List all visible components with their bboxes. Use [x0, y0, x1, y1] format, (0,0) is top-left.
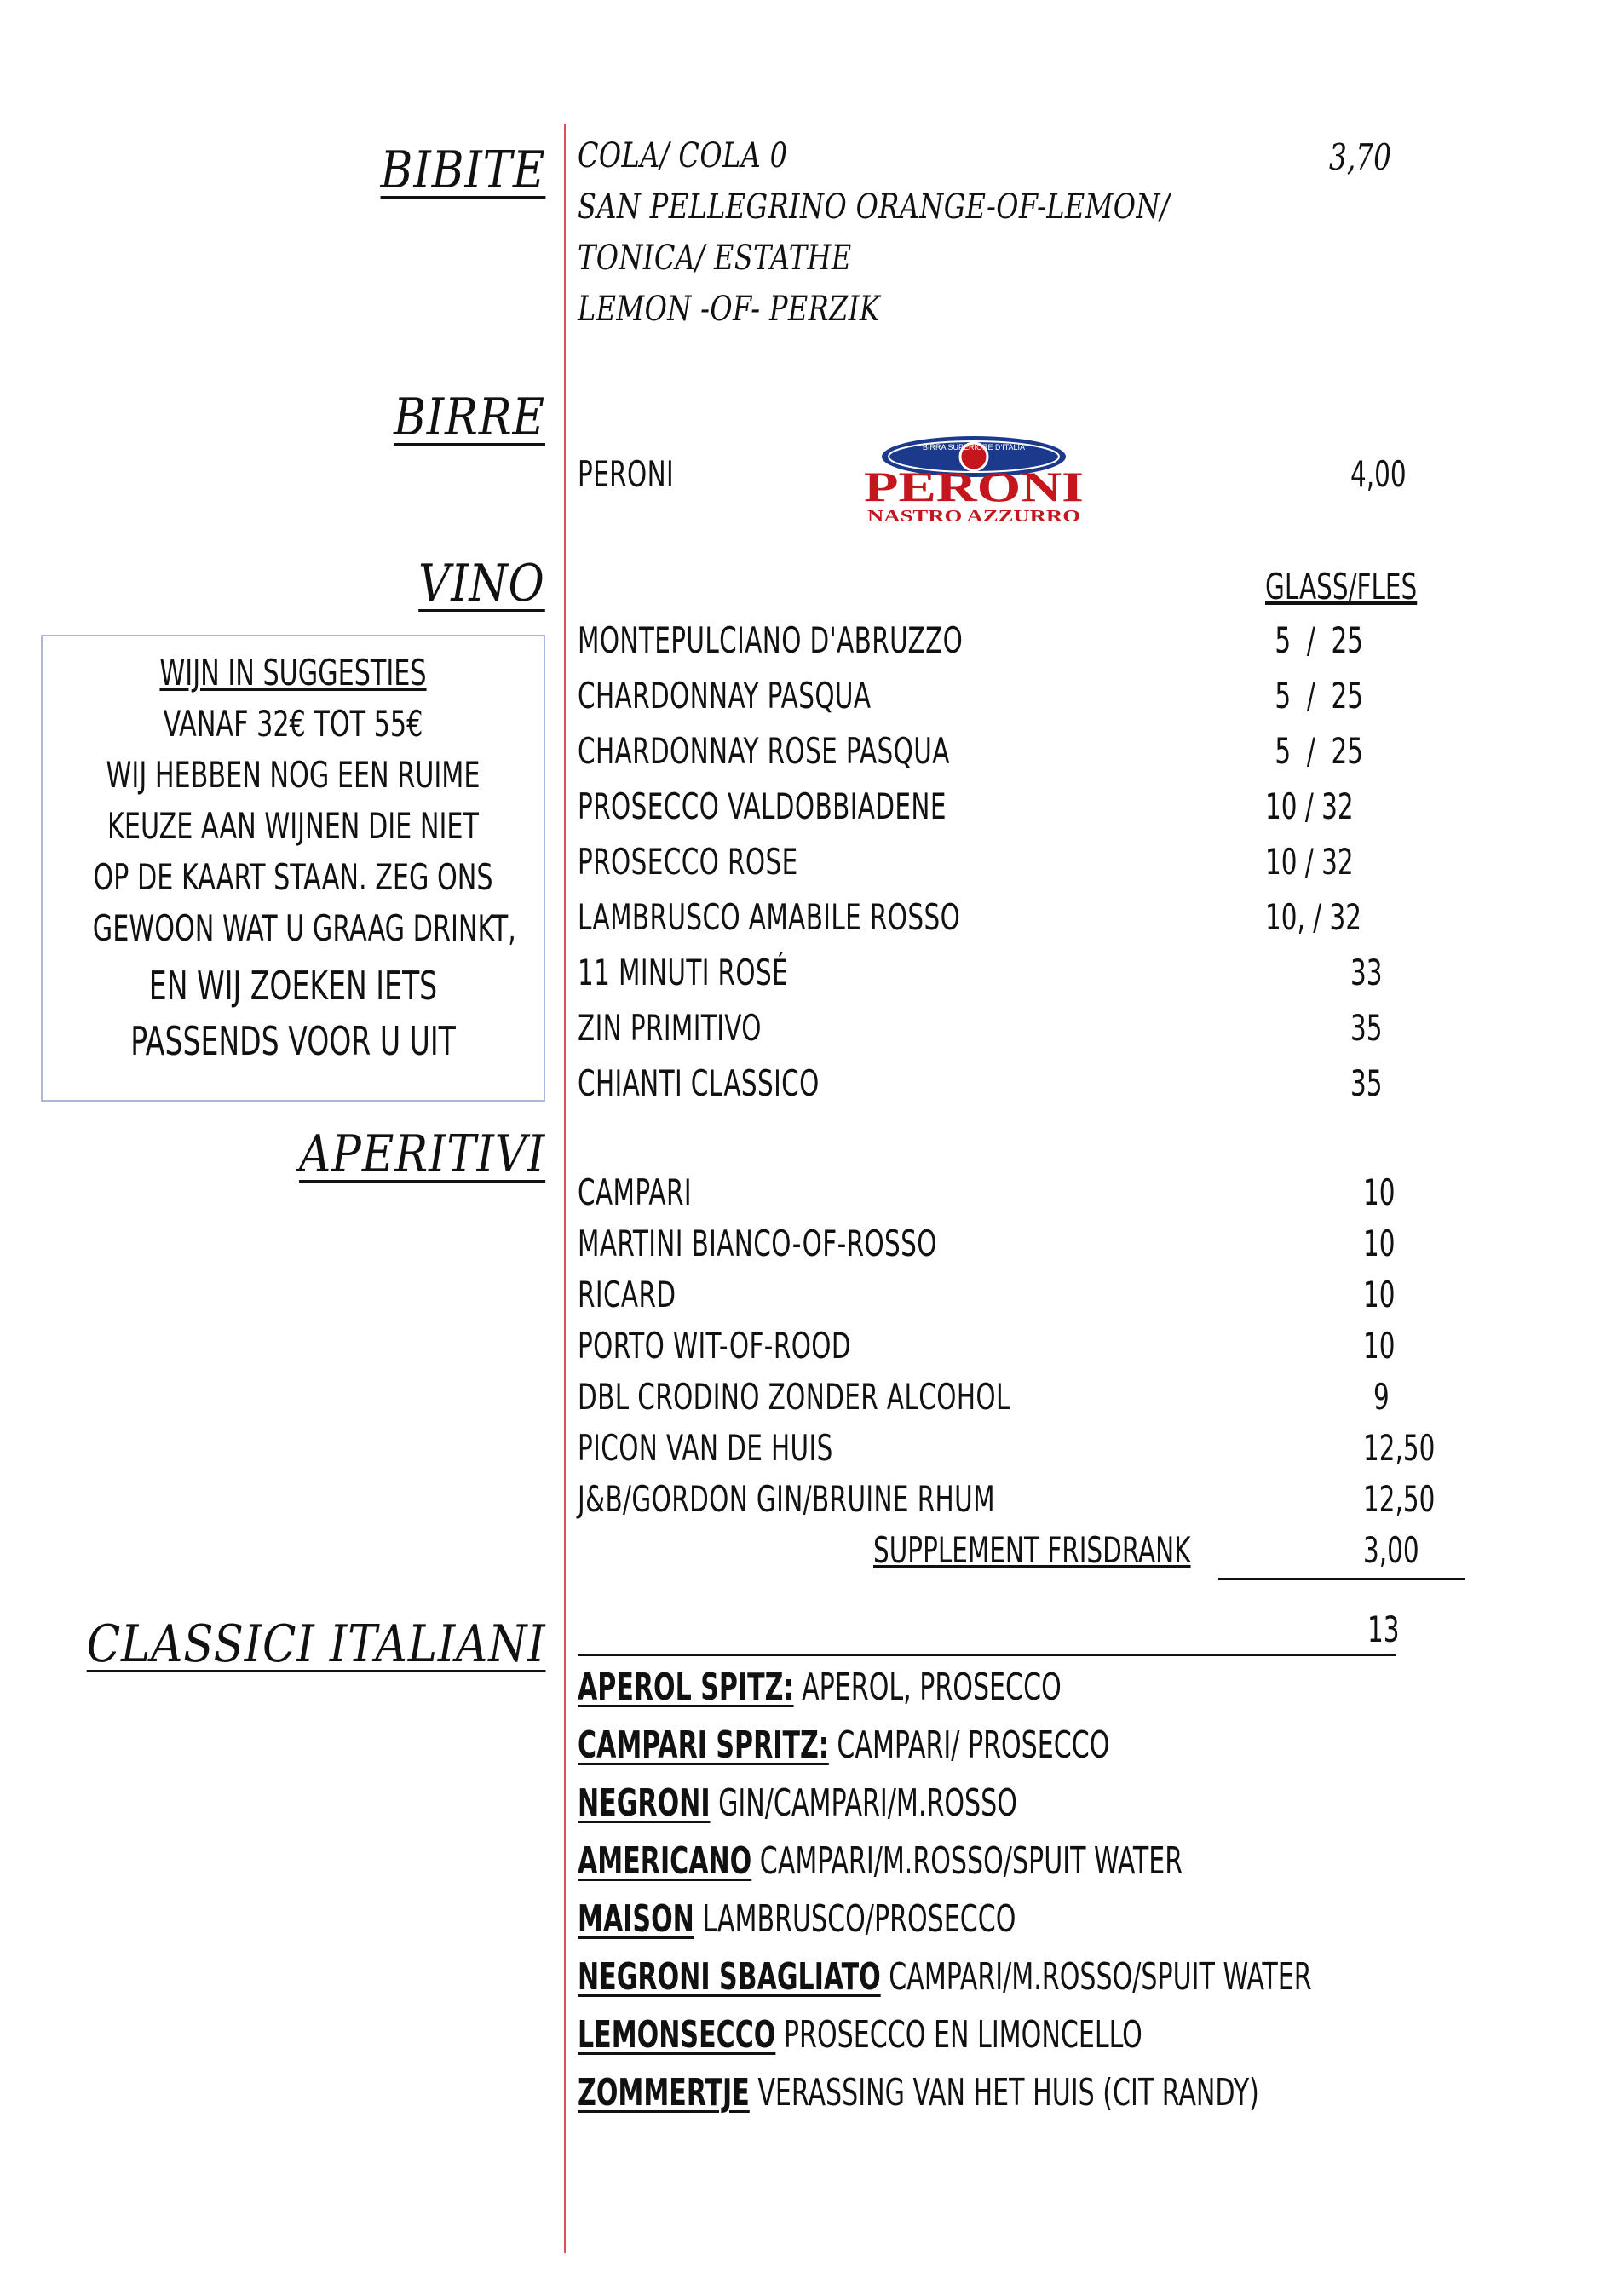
vino-price: 10 / 32	[1265, 841, 1354, 883]
wine-suggestion-box	[41, 635, 545, 1102]
cocktail-desc: CAMPARI/M.ROSSO/SPUIT WATER	[751, 1839, 1183, 1883]
birre-price: 4,00	[1350, 453, 1407, 495]
bibite-item: TONICA/ ESTATHE	[578, 239, 852, 278]
cocktail-item	[578, 1723, 1109, 1767]
cocktail-item	[578, 1666, 1062, 1709]
suggestion-line: EN WIJ ZOEKEN IETS	[148, 963, 438, 1009]
vino-price: 5 / 25	[1267, 675, 1363, 716]
aperitivi-price: 9	[1373, 1376, 1390, 1418]
cocktail-name: CAMPARI SPRITZ:	[578, 1723, 829, 1767]
vino-price: 5 / 25	[1267, 730, 1363, 772]
aperitivi-price: 12,50	[1363, 1427, 1436, 1469]
cocktail-name: APEROL SPITZ:	[578, 1666, 794, 1709]
bibite-price: 3,70	[1329, 136, 1391, 178]
suggestion-line: KEUZE AAN WIJNEN DIE NIET	[107, 805, 479, 847]
aperitivi-price: 10	[1363, 1274, 1396, 1315]
vino-price: 5 / 25	[1267, 619, 1363, 661]
cocktail-item	[578, 1781, 1017, 1825]
aperitivi-item: RICARD	[578, 1274, 676, 1315]
aperitivi-item: J&B/GORDON GIN/BRUINE RHUM	[578, 1478, 995, 1520]
aperitivi-item: MARTINI BIANCO-OF-ROSSO	[578, 1223, 937, 1264]
vino-price: 10 / 32	[1265, 785, 1354, 827]
suggestion-line: WIJ HEBBEN NOG EEN RUIME	[106, 754, 481, 796]
logo-brand-text: PERONI	[864, 463, 1084, 510]
cocktail-desc: CAMPARI/ PROSECCO	[828, 1723, 1110, 1767]
logo-top-text: BIRRA SUPERIORE D'ITALIA	[922, 443, 1026, 452]
section-title-aperitivi: APERITIVI	[298, 1125, 545, 1184]
vino-price: 33	[1350, 952, 1383, 993]
vino-header: GLASS/FLES	[1265, 566, 1418, 607]
cocktail-desc: GIN/CAMPARI/M.ROSSO	[710, 1781, 1017, 1825]
section-title-vino: VINO	[418, 554, 545, 613]
section-title-classici: CLASSICI ITALIANI	[86, 1614, 545, 1674]
cocktail-item	[578, 1839, 1183, 1883]
aperitivi-item: PORTO WIT-OF-ROOD	[578, 1325, 851, 1367]
vino-item: CHARDONNAY ROSE PASQUA	[578, 730, 950, 772]
aperitivi-price: 12,50	[1363, 1478, 1436, 1520]
vertical-divider	[564, 124, 566, 2253]
cocktail-desc: LAMBRUSCO/PROSECCO	[694, 1897, 1016, 1941]
vino-item: PROSECCO ROSE	[578, 841, 798, 883]
aperitivi-price: 10	[1363, 1325, 1396, 1367]
birre-item: PERONI	[578, 453, 675, 495]
cocktail-desc: CAMPARI/M.ROSSO/SPUIT WATER	[880, 1955, 1312, 1999]
cocktail-desc: APEROL, PROSECCO	[793, 1666, 1062, 1709]
suggestion-line: PASSENDS VOOR U UIT	[130, 1018, 456, 1064]
bibite-item: LEMON -OF- PERZIK	[578, 290, 881, 329]
cocktail-name: AMERICANO	[578, 1839, 752, 1883]
vino-item: CHIANTI CLASSICO	[578, 1062, 820, 1104]
supplement-underline	[1218, 1578, 1465, 1580]
vino-item: CHARDONNAY PASQUA	[578, 675, 872, 716]
vino-item: MONTEPULCIANO D'ABRUZZO	[578, 619, 964, 661]
classici-top-rule	[578, 1654, 1396, 1656]
bibite-item: COLA/ COLA 0	[578, 136, 788, 176]
classici-price: 13	[1367, 1608, 1400, 1650]
suggestion-line: GEWOON WAT U GRAAG DRINKT,	[92, 907, 516, 949]
suggestion-title: WIJN IN SUGGESTIES	[159, 652, 427, 693]
vino-item: LAMBRUSCO AMABILE ROSSO	[578, 896, 961, 938]
section-title-bibite: BIBITE	[380, 141, 545, 200]
vino-price: 35	[1350, 1062, 1383, 1104]
supplement-price: 3,00	[1363, 1529, 1419, 1571]
cocktail-desc: VERASSING VAN HET HUIS (CIT RANDY)	[749, 2071, 1259, 2115]
cocktail-name: LEMONSECCO	[578, 2013, 776, 2057]
bibite-item: SAN PELLEGRINO ORANGE-OF-LEMON/	[578, 187, 1171, 227]
aperitivi-price: 10	[1363, 1223, 1396, 1264]
vino-item: PROSECCO VALDOBBIADENE	[578, 785, 947, 827]
supplement-label: SUPPLEMENT FRISDRANK	[873, 1529, 1191, 1571]
section-title-birre: BIRRE	[394, 388, 545, 447]
aperitivi-item: CAMPARI	[578, 1171, 692, 1213]
aperitivi-item: PICON VAN DE HUIS	[578, 1427, 833, 1469]
cocktail-desc: PROSECCO EN LIMONCELLO	[775, 2013, 1142, 2057]
cocktail-item	[578, 2071, 1259, 2115]
cocktail-name: NEGRONI	[578, 1781, 711, 1825]
vino-item: 11 MINUTI ROSÉ	[578, 952, 789, 993]
vino-price: 35	[1350, 1007, 1383, 1049]
vino-price: 10, / 32	[1265, 896, 1362, 938]
suggestion-line: VANAF 32€ TOT 55€	[163, 703, 423, 745]
cocktail-item	[578, 1897, 1016, 1941]
cocktail-item	[578, 1955, 1312, 1999]
cocktail-name: NEGRONI SBAGLIATO	[578, 1955, 881, 1999]
suggestion-line: OP DE KAART STAAN. ZEG ONS	[93, 856, 493, 898]
cocktail-item	[578, 2013, 1142, 2057]
logo-sub-text: NASTRO AZZURRO	[867, 507, 1080, 526]
cocktail-name: ZOMMERTJE	[578, 2071, 750, 2115]
cocktail-name: MAISON	[578, 1897, 694, 1941]
vino-item: ZIN PRIMITIVO	[578, 1007, 762, 1049]
aperitivi-item: DBL CRODINO ZONDER ALCOHOL	[578, 1376, 1010, 1418]
peroni-logo	[855, 428, 1093, 528]
aperitivi-price: 10	[1363, 1171, 1396, 1213]
